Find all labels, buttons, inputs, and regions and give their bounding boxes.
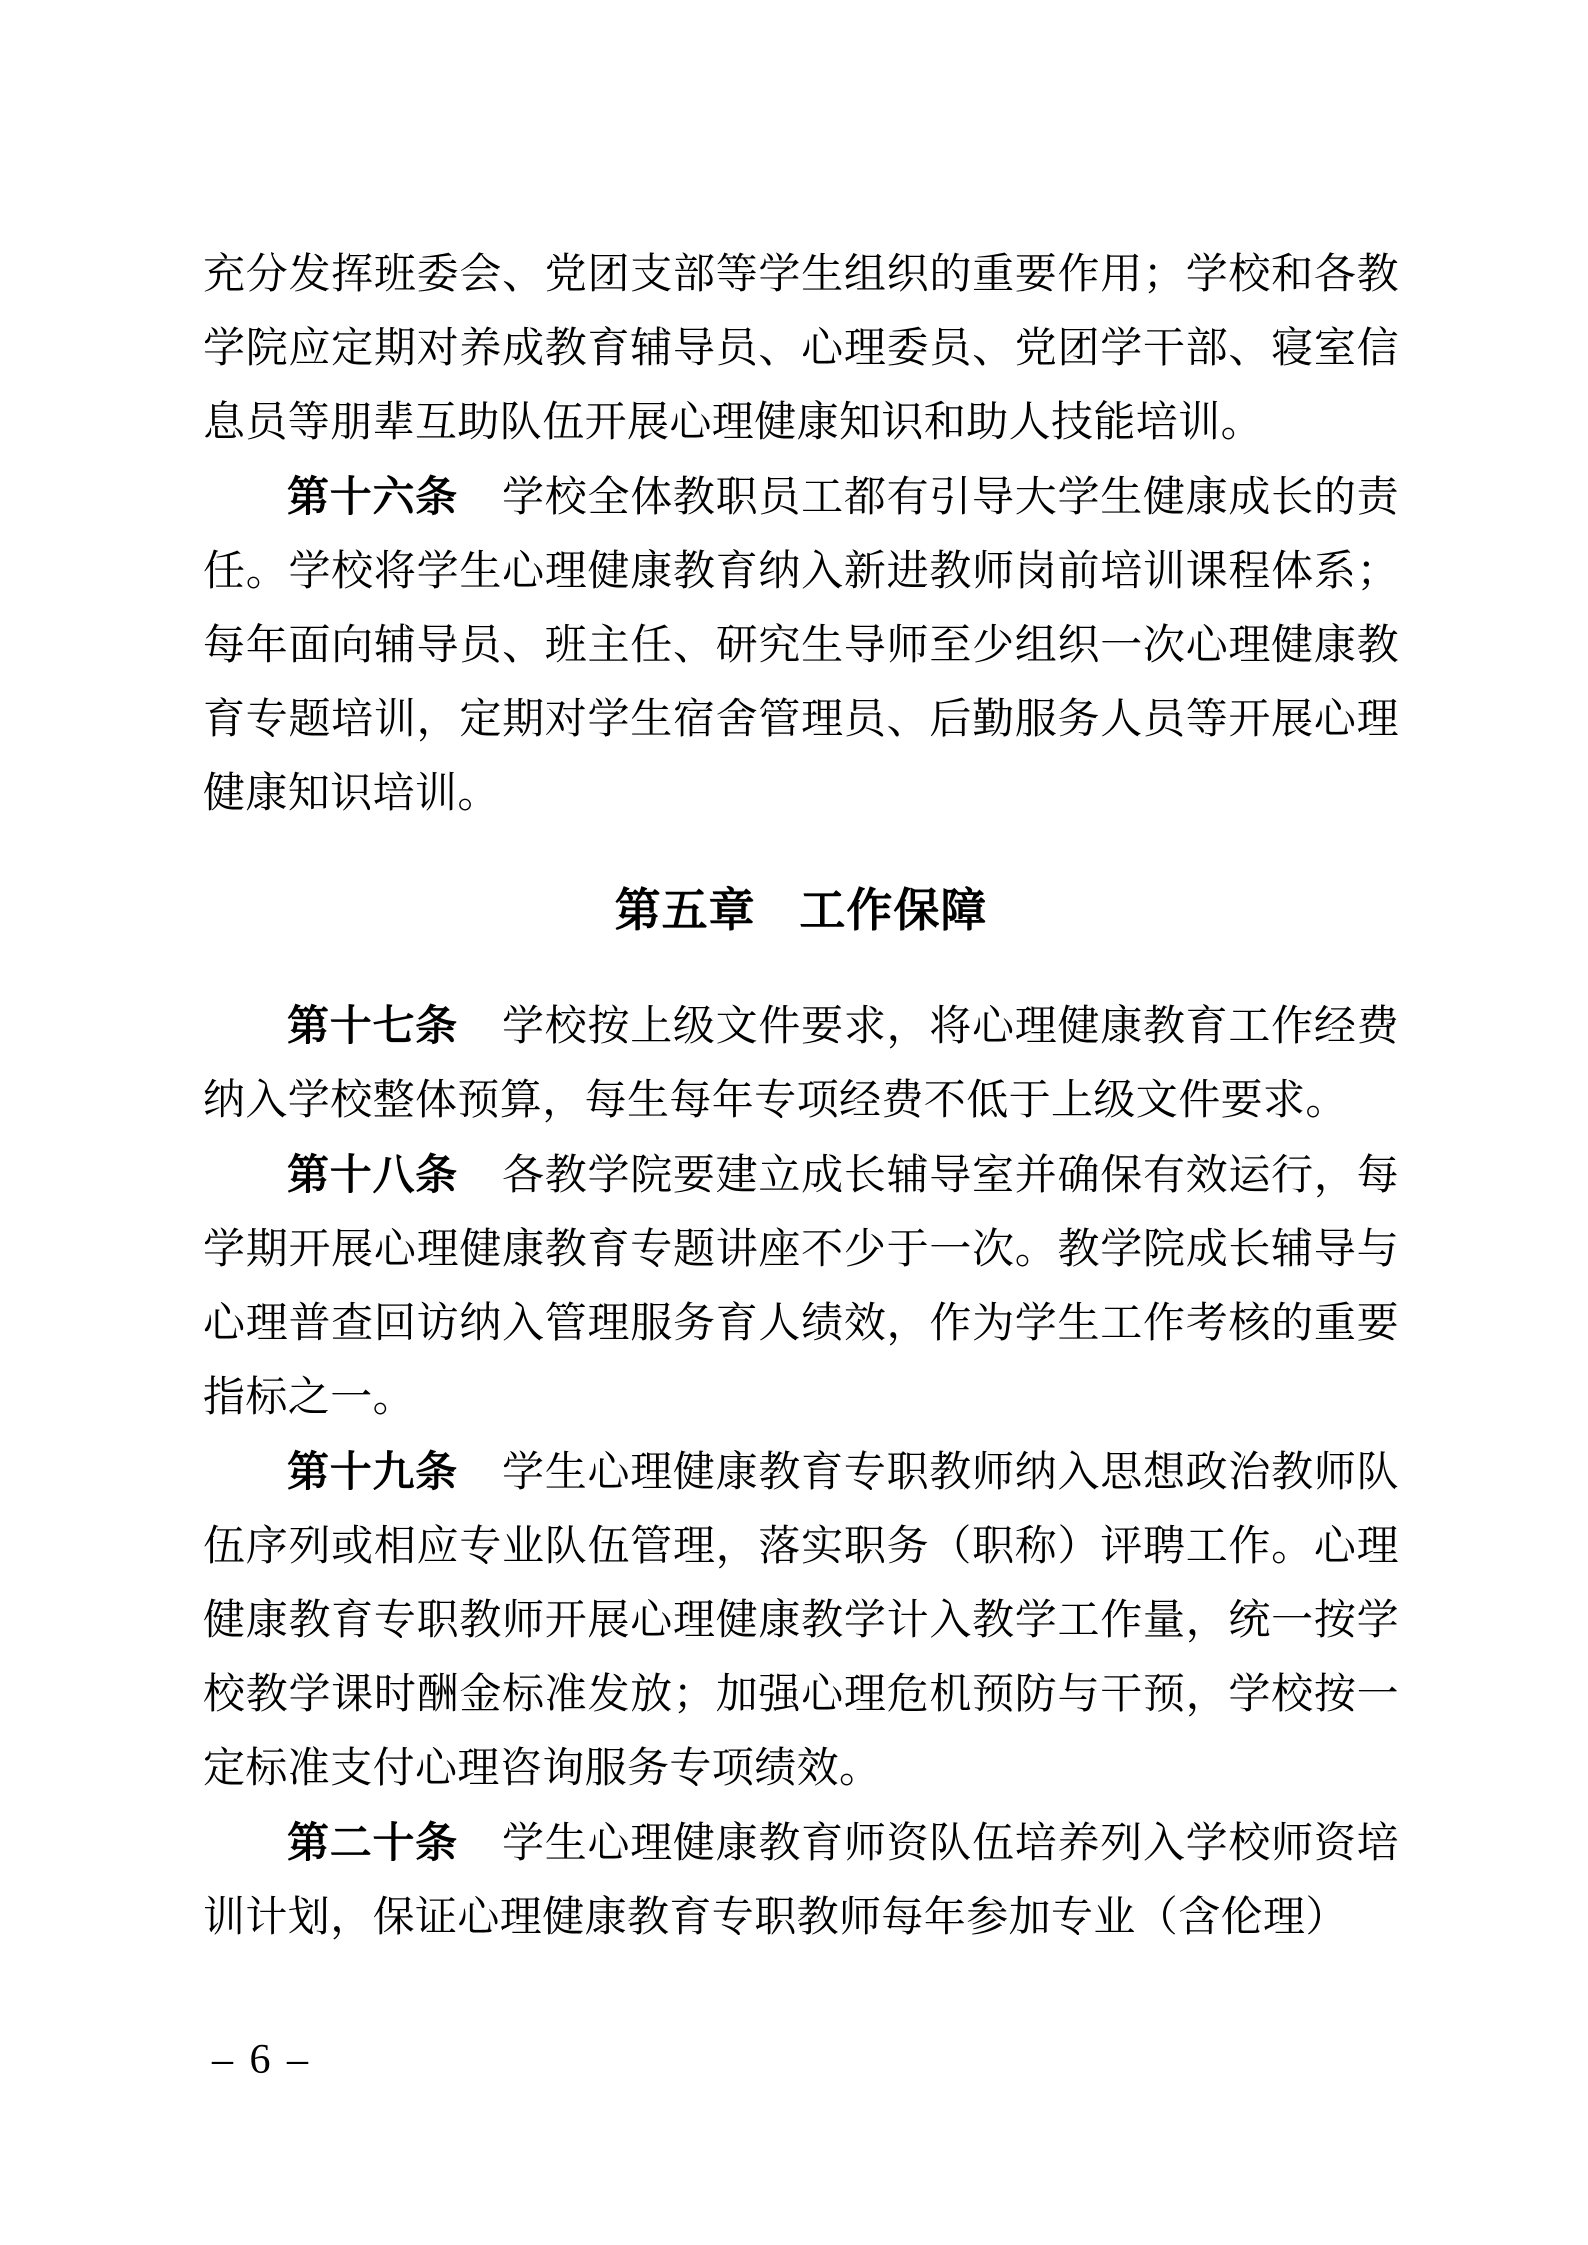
paragraph-continuation: 充分发挥班委会、党团支部等学生组织的重要作用；学校和各教学院应定期对养成教育辅导员、心理委员、党团学干部、寝室信息员等朋辈互助队伍开展心理健康知识和助人技能培训。 [203, 252, 1399, 446]
article-17-label: 第十七条 [287, 1002, 458, 1049]
article-20-paragraph [203, 1806, 1399, 1955]
article-17-text: 学校按上级文件要求，将心理健康教育工作经费纳入学校整体预算，每生每年专项经费不低于上级文件要求。 [203, 1004, 1399, 1124]
page-number: – 6 – [212, 2037, 311, 2083]
article-19-text: 学生心理健康教育专职教师纳入思想政治教师队伍序列或相应专业队伍管理，落实职务（职称）评聘工作。心理健康教育专职教师开展心理健康教学计入教学工作量，统一按学校教学课时酬金标准发放；加强心理危机预防与干预，学校按一定标准支付心理咨询服务专项绩效。 [203, 1450, 1399, 1792]
article-19-paragraph [203, 1435, 1399, 1806]
article-17-paragraph [203, 989, 1399, 1138]
article-18-text: 各教学院要建立成长辅导室并确保有效运行，每学期开展心理健康教育专题讲座不少于一次。教学院成长辅导与心理普查回访纳入管理服务育人绩效，作为学生工作考核的重要指标之一。 [203, 1153, 1399, 1421]
chapter-number: 第五章 [614, 884, 756, 936]
article-18-label: 第十八条 [287, 1151, 458, 1198]
article-20-text: 学生心理健康教育师资队伍培养列入学校师资培训计划，保证心理健康教育专职教师每年参加专业（含伦理） [203, 1821, 1399, 1941]
article-20-label: 第二十条 [287, 1819, 458, 1866]
chapter-title: 工作保障 [799, 884, 988, 936]
article-16-text: 学校全体教职员工都有引导大学生健康成长的责任。学校将学生心理健康教育纳入新进教师岗前培训课程体系；每年面向辅导员、班主任、研究生导师至少组织一次心理健康教育专题培训，定期对学生宿舍管理员、后勤服务人员等开展心理健康知识培训。 [203, 475, 1399, 817]
article-16-paragraph [203, 460, 1399, 831]
article-16-label: 第十六条 [287, 473, 458, 520]
article-19-label: 第十九条 [287, 1448, 458, 1495]
chapter-heading [203, 873, 1399, 947]
document-body [203, 238, 1399, 1955]
article-18-paragraph [203, 1138, 1399, 1435]
